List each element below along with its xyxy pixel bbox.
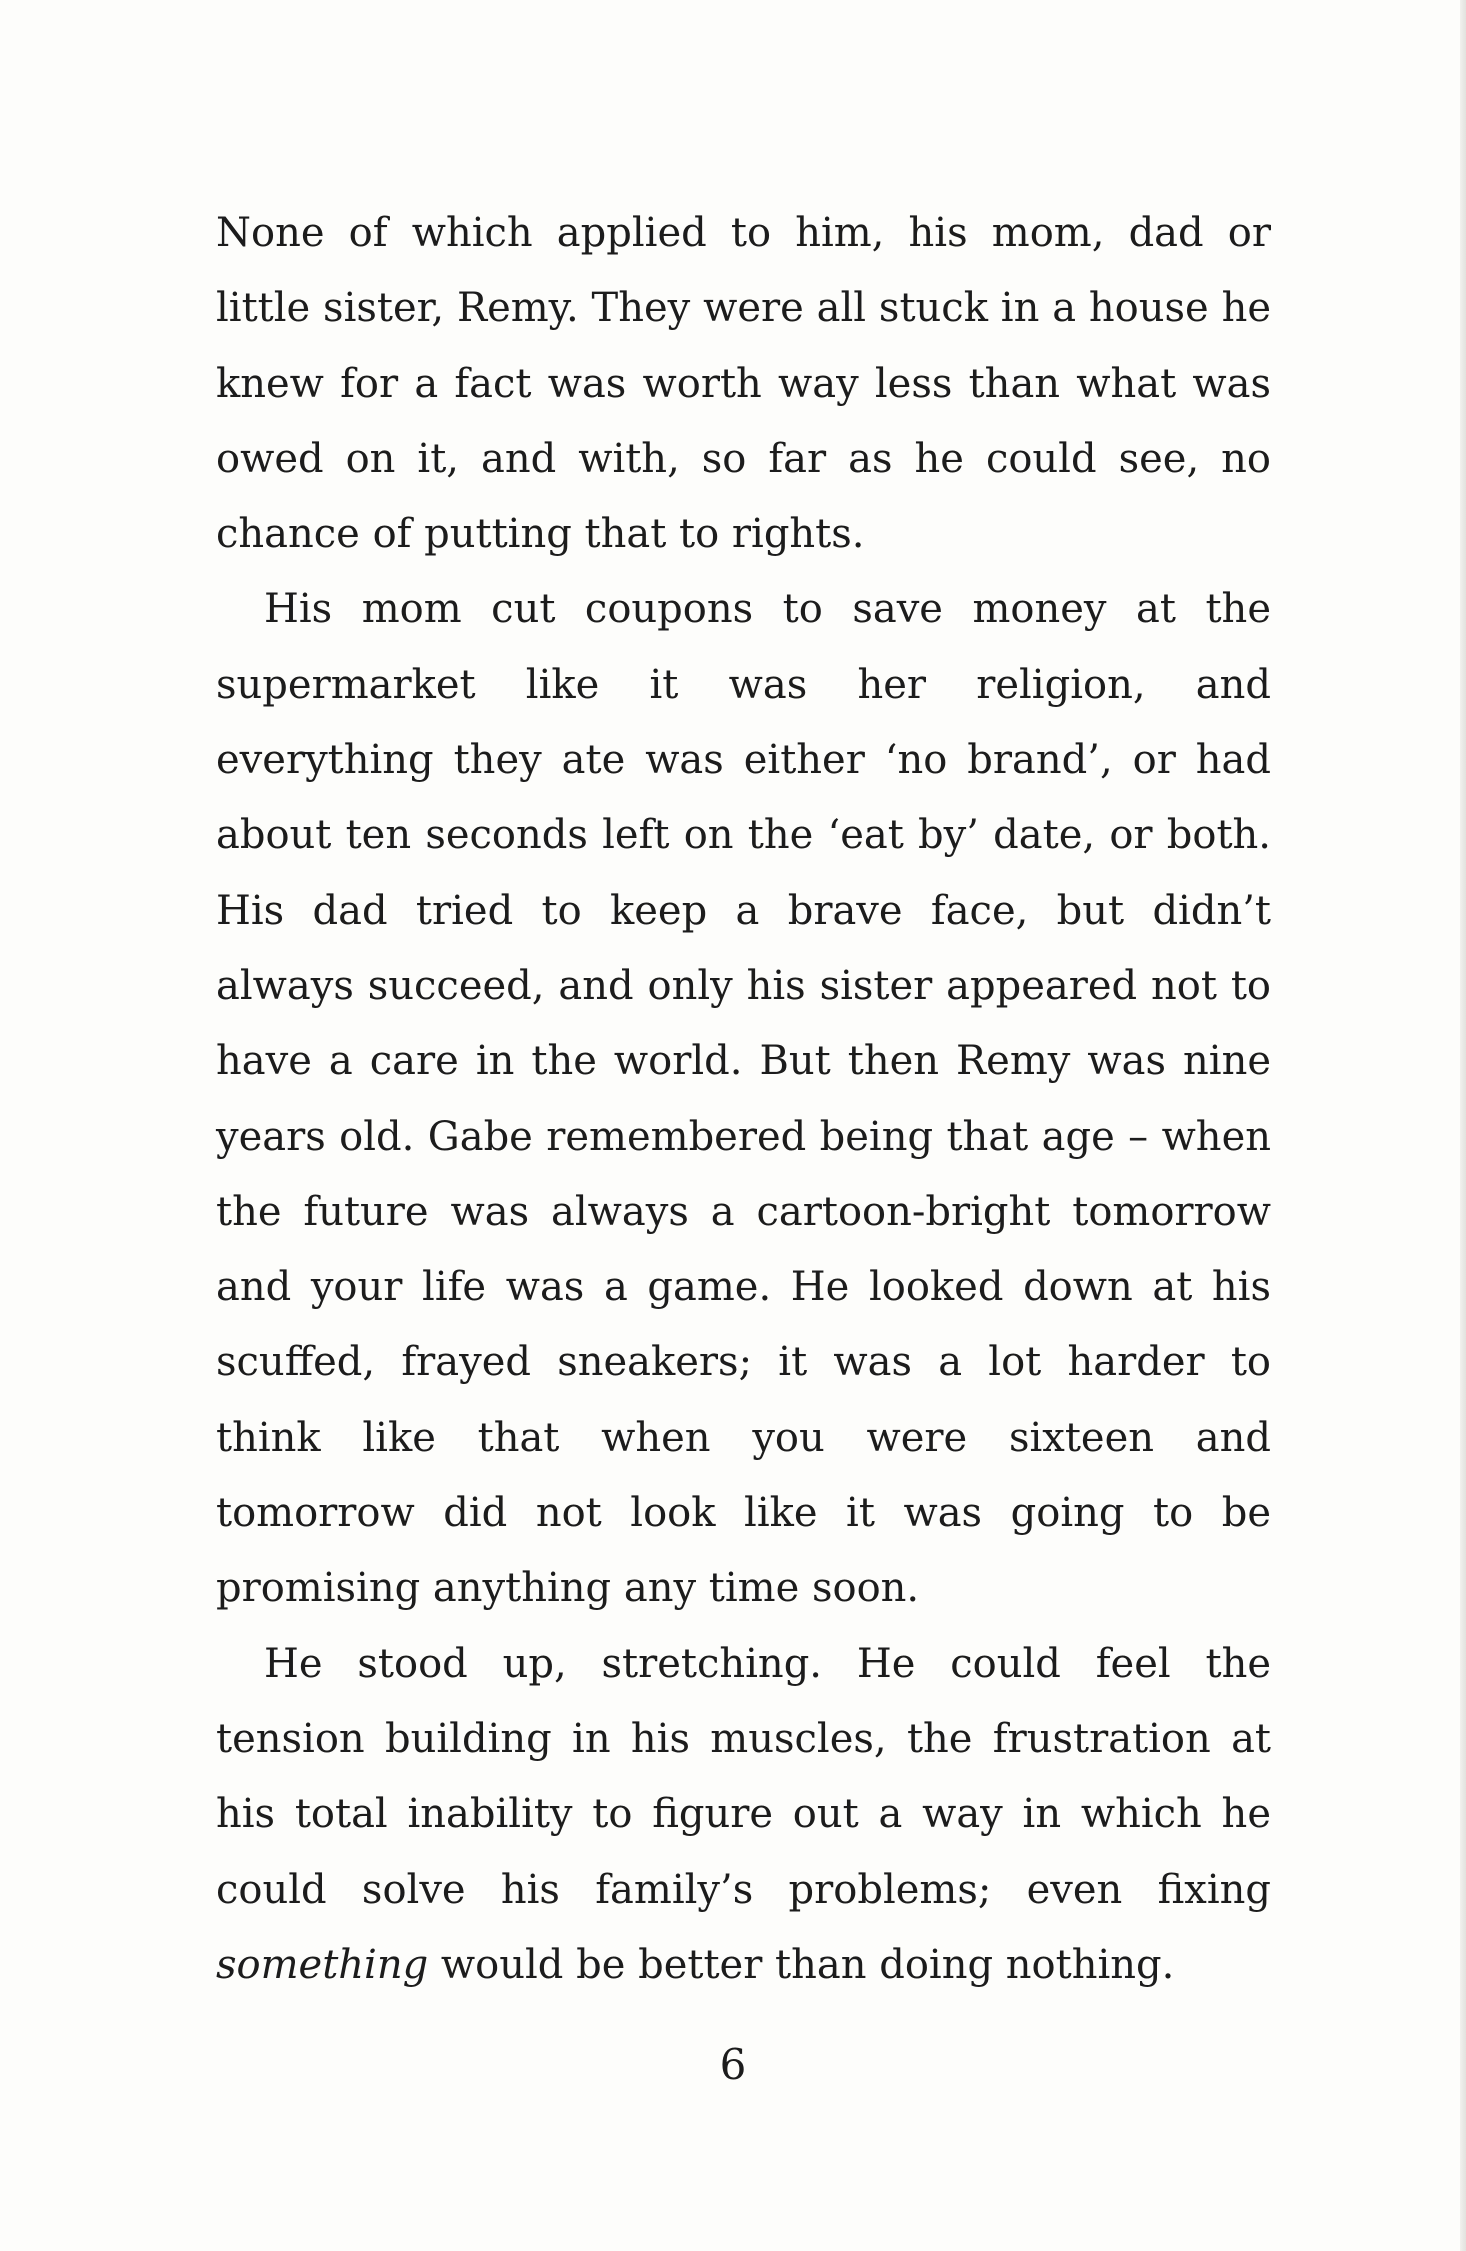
paragraph-text: His mom cut coupons to save money at the supermarket like it was her religion, and everything they ate was either ‘no brand’, or had about ten seconds left on the ‘eat by’ date, or both. His dad tried to keep a brave face, but didn’t always succeed, and only his sister appeared not to have a care in the world. But then Remy was nine years old. Gabe remembered being that age – when the future was always a cartoon-bright tomorrow and your life was a game. He looked down at his scuffed, frayed sneakers; it was a lot harder to think like that when you were sixteen and tomorrow did not look like it was going to be promising anything any time soon.: [216, 586, 1271, 1612]
paragraph-2: [216, 572, 1271, 1626]
paragraph-text: would be better than doing nothing.: [428, 1941, 1175, 1988]
paragraph-3: [216, 1627, 1271, 2003]
body-text: [216, 196, 1271, 2003]
paragraph-text: He stood up, stretching. He could feel the tension building in his muscles, the frustration at his total inability to figure out a way in which he could solve his family’s problems; even fixing: [216, 1640, 1271, 1913]
paragraph-1: [216, 196, 1271, 572]
page-edge: [1460, 0, 1466, 2251]
paragraph-text: None of which applied to him, his mom, dad or little sister, Remy. They were all stuck in a house he knew for a fact was worth way less than what was owed on it, and with, so far as he could see, no chance of putting that to rights.: [216, 210, 1271, 558]
emphasized-word: something: [216, 1941, 429, 1988]
page-number: 6: [719, 2040, 747, 2089]
